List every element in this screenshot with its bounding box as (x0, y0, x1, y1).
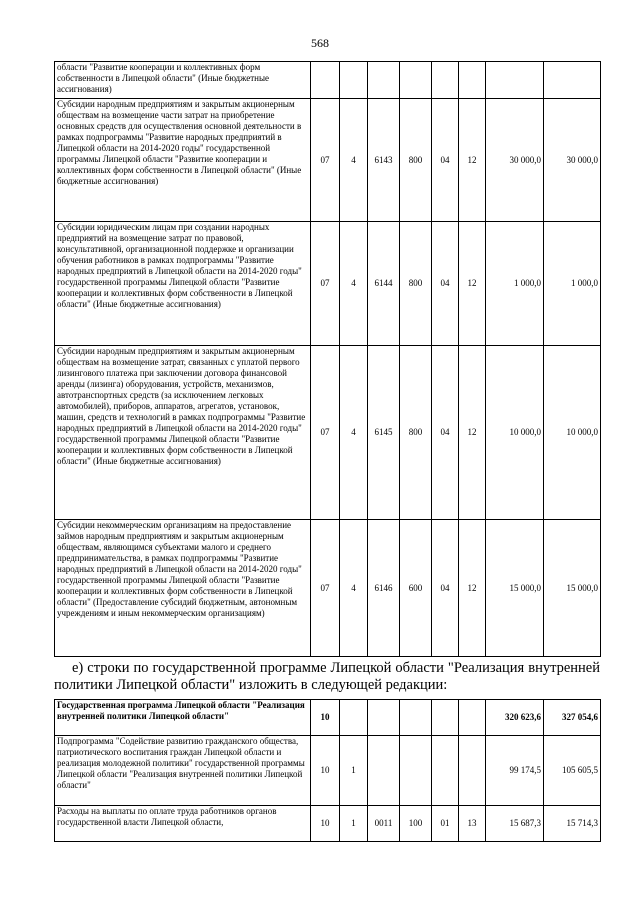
row-description: Субсидии некоммерческим организациям на предоставление займов народным предприятиям и закрытым акционерным обществам, являющимся субъектами малого и среднего предпринимательства, в рамках подпрограммы "Развитие народных предприятий в Липецкой области на 2014-2020 годы" государственной программы Липецкой области "Развитие кооперации и коллективных форм собственности в Липецкой области" (Предоставление субсидий бюджетным, автономным учреждениям и иным некоммерческим организациям) (55, 520, 311, 657)
amount-year-1: 15 687,3 (486, 806, 544, 842)
subprogram-code (340, 62, 368, 99)
page-number: 568 (311, 36, 329, 50)
section-code (432, 736, 459, 806)
program-code: 07 (311, 346, 340, 520)
row-description: Субсидии народным предприятиям и закрытым акционерным обществам на возмещение затрат, связанных с уплатой первого лизингового платежа при заключении договора финансовой аренды (лизинга) оборудования, устройств, механизмов, автотранспортных средств (за исключением легковых автомобилей), приборов, аппаратов, агрегатов, установок, машин, средств и технологий в рамках подпрограммы "Развитие народных предприятий в Липецкой области на 2014-2020 годы" государственной программы Липецкой области "Развитие кооперации и коллективных форм собственности в Липецкой области" (Иные бюджетные ассигнования) (55, 346, 311, 520)
expense-type-code: 800 (400, 346, 432, 520)
amount-year-1 (486, 62, 544, 99)
subprogram-code: 1 (340, 806, 368, 842)
amount-year-2: 30 000,0 (544, 99, 601, 222)
amount-year-1: 15 000,0 (486, 520, 544, 657)
expense-code: 0011 (368, 806, 400, 842)
row-description: Государственная программа Липецкой области "Реализация внутренней политики Липецкой области" (55, 700, 311, 736)
subsection-code: 12 (459, 520, 486, 657)
program-code: 10 (311, 736, 340, 806)
budget-table-continued (54, 61, 601, 657)
program-code: 07 (311, 520, 340, 657)
expense-type-code (400, 700, 432, 736)
subprogram-code: 4 (340, 222, 368, 346)
amount-year-2: 1 000,0 (544, 222, 601, 346)
subprogram-code: 1 (340, 736, 368, 806)
expense-type-code (400, 736, 432, 806)
subsection-code: 13 (459, 806, 486, 842)
amount-year-1: 10 000,0 (486, 346, 544, 520)
subprogram-code: 4 (340, 520, 368, 657)
amount-year-1: 320 623,6 (486, 700, 544, 736)
expense-type-code: 800 (400, 222, 432, 346)
subsection-code (459, 700, 486, 736)
subsection-code: 12 (459, 99, 486, 222)
table-row (55, 222, 601, 346)
section-code: 01 (432, 806, 459, 842)
row-description: Субсидии народным предприятиям и закрытым акционерным обществам на возмещение части затрат на приобретение основных средств для осуществления основной деятельности в рамках подпрограммы "Развитие народных предприятий в Липецкой области на 2014-2020 годы" государственной программы Липецкой области "Развитие кооперации и коллективных форм собственности в Липецкой области" (Иные бюджетные ассигнования) (55, 99, 311, 222)
subsection-code (459, 736, 486, 806)
subsection-code: 12 (459, 222, 486, 346)
table-row (55, 700, 601, 736)
section-code (432, 62, 459, 99)
amendment-paragraph (54, 660, 600, 694)
amount-year-2: 15 714,3 (544, 806, 601, 842)
expense-code: 6145 (368, 346, 400, 520)
program-code: 07 (311, 222, 340, 346)
expense-code: 6146 (368, 520, 400, 657)
expense-type-code: 600 (400, 520, 432, 657)
section-code (432, 700, 459, 736)
expense-type-code: 800 (400, 99, 432, 222)
amount-year-1: 1 000,0 (486, 222, 544, 346)
table-row (55, 99, 601, 222)
subsection-code: 12 (459, 346, 486, 520)
row-description: Расходы на выплаты по оплате труда работников органов государственной власти Липецкой области, (55, 806, 311, 842)
expense-code (368, 736, 400, 806)
expense-code: 6143 (368, 99, 400, 222)
budget-table-internal-policy (54, 699, 601, 842)
section-code: 04 (432, 346, 459, 520)
section-code: 04 (432, 520, 459, 657)
table-row (55, 736, 601, 806)
subprogram-code: 4 (340, 99, 368, 222)
table-row (55, 62, 601, 99)
program-code: 10 (311, 806, 340, 842)
program-code: 07 (311, 99, 340, 222)
table-row (55, 806, 601, 842)
row-description: Подпрограмма "Содействие развитию гражданского общества, патриотического воспитания граждан Липецкой области и реализация молодежной политики" государственной программы Липецкой области "Реализация внутренней политики Липецкой области" (55, 736, 311, 806)
expense-code: 6144 (368, 222, 400, 346)
amount-year-2: 15 000,0 (544, 520, 601, 657)
table-row (55, 520, 601, 657)
subsection-code (459, 62, 486, 99)
amount-year-2: 10 000,0 (544, 346, 601, 520)
expense-type-code (400, 62, 432, 99)
section-code: 04 (432, 222, 459, 346)
row-description: области "Развитие кооперации и коллективных форм собственности в Липецкой области" (Иные бюджетные ассигнования) (55, 62, 311, 99)
amendment-paragraph-text: е) строки по государственной программе Липецкой области "Реализация внутренней политики Липецкой области" изложить в следующей редакции: (54, 660, 600, 693)
row-description: Субсидии юридическим лицам при создании народных предприятий на возмещение затрат по правовой, консультативной, организационной поддержке и организации обучения работников в рамках подпрограммы "Развитие народных предприятий в Липецкой области на 2014-2020 годы" государственной программы Липецкой области "Развитие кооперации и коллективных форм собственности в Липецкой области" (Иные бюджетные ассигнования) (55, 222, 311, 346)
table-row (55, 346, 601, 520)
expense-code (368, 62, 400, 99)
section-code: 04 (432, 99, 459, 222)
amount-year-1: 30 000,0 (486, 99, 544, 222)
program-code (311, 62, 340, 99)
amount-year-2 (544, 62, 601, 99)
subprogram-code: 4 (340, 346, 368, 520)
amount-year-2: 327 054,6 (544, 700, 601, 736)
program-code: 10 (311, 700, 340, 736)
amount-year-1: 99 174,5 (486, 736, 544, 806)
expense-code (368, 700, 400, 736)
expense-type-code: 100 (400, 806, 432, 842)
subprogram-code (340, 700, 368, 736)
amount-year-2: 105 605,5 (544, 736, 601, 806)
